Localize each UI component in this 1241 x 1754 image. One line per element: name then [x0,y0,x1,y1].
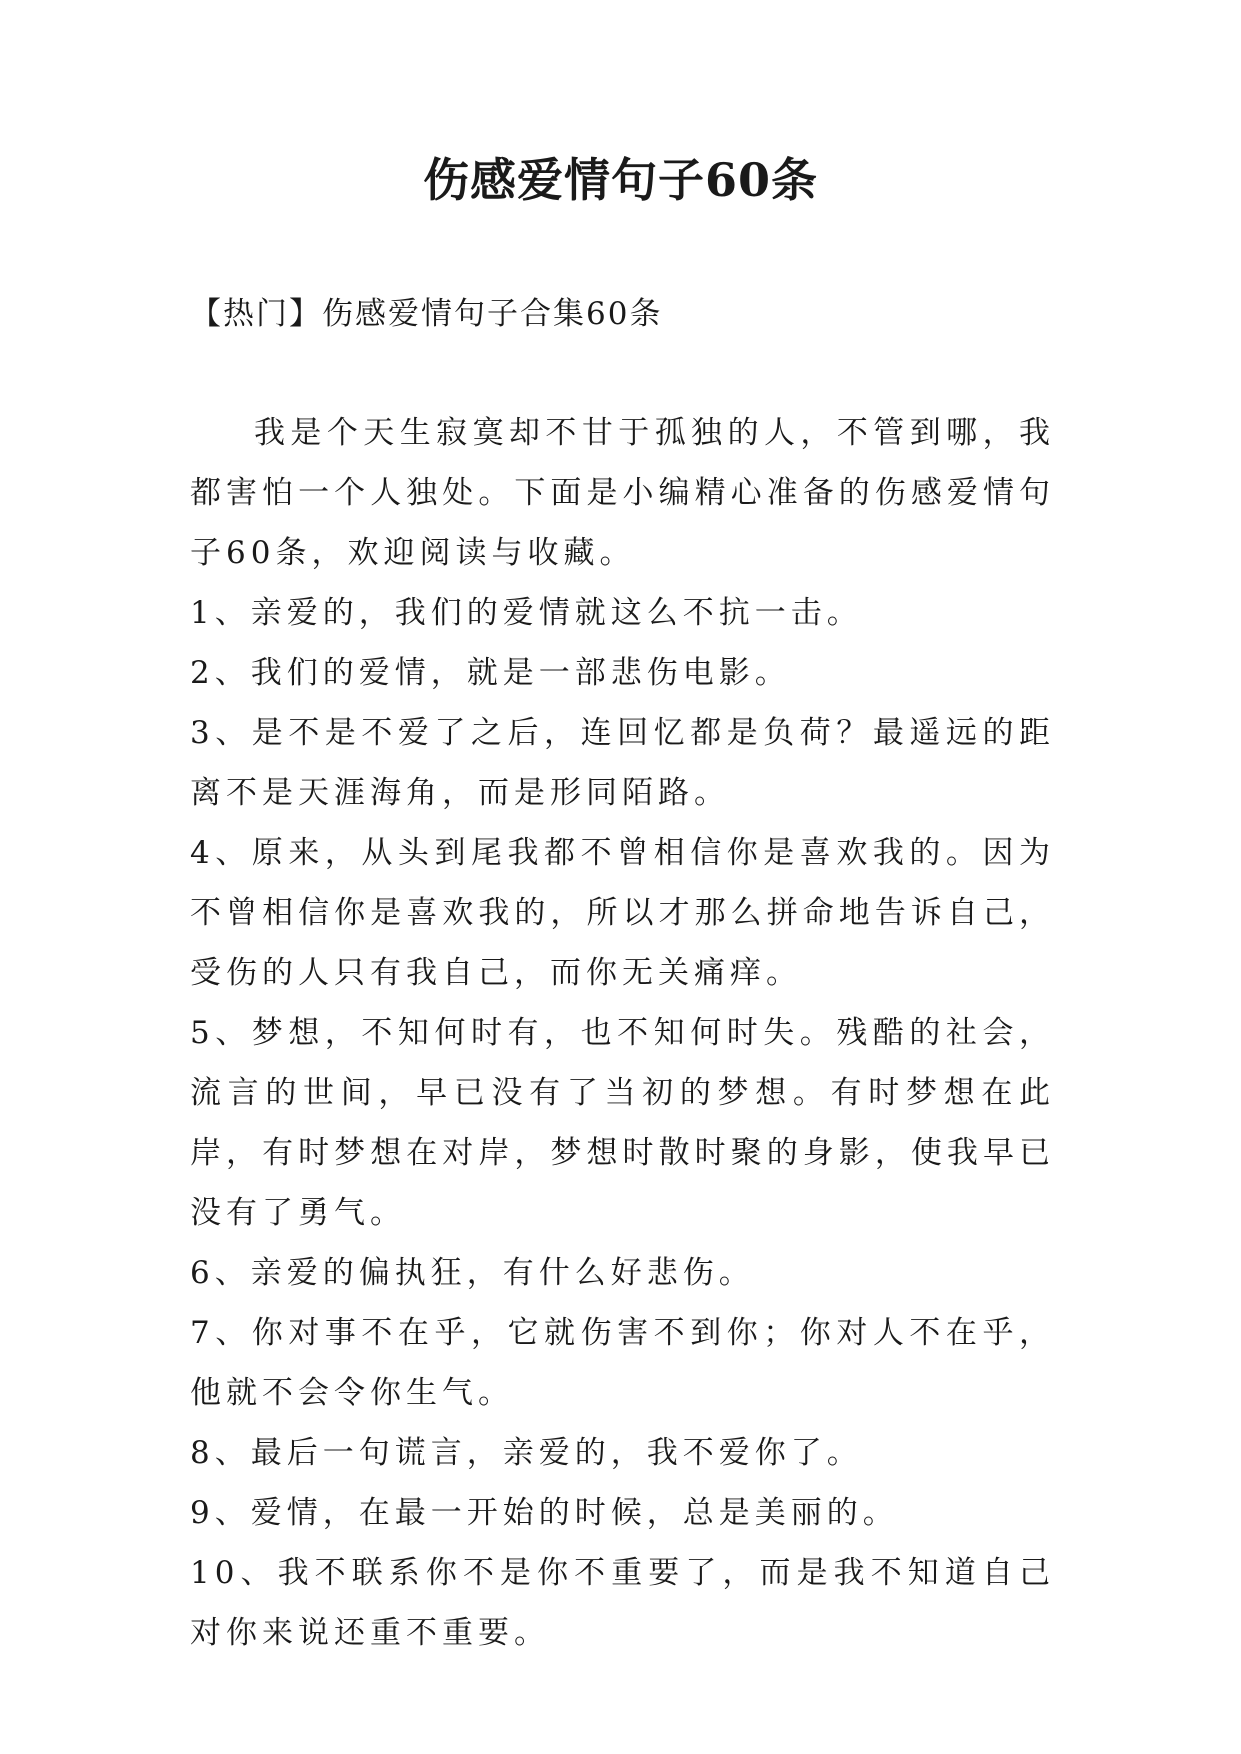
list-item: 7、你对事不在乎，它就伤害不到你；你对人不在乎，他就不会令你生气。 [190,1315,1055,1411]
list-item: 6、亲爱的偏执狂，有什么好悲伤。 [190,1255,755,1291]
document-subtitle: 【热门】伤感爱情句子合集60条 [190,296,663,332]
intro-paragraph: 我是个天生寂寞却不甘于孤独的人，不管到哪，我都害怕一个人独处。下面是小编精心准备的伤感爱情句子60条，欢迎阅读与收藏。 [190,415,1055,571]
list-item: 10、我不联系你不是你不重要了，而是我不知道自己对你来说还重不重要。 [190,1555,1055,1651]
list-item: 5、梦想，不知何时有，也不知何时失。残酷的社会，流言的世间，早已没有了当初的梦想。有时梦想在此岸，有时梦想在对岸，梦想时散时聚的身影，使我早已没有了勇气。 [190,1015,1055,1231]
document-title: 伤感爱情句子60条 [422,153,818,207]
list-item: 2、我们的爱情，就是一部悲伤电影。 [190,655,791,691]
list-item: 3、是不是不爱了之后，连回忆都是负荷？最遥远的距离不是天涯海角，而是形同陌路。 [190,715,1055,811]
list-item: 4、原来，从头到尾我都不曾相信你是喜欢我的。因为不曾相信你是喜欢我的，所以才那么拼命地告诉自己，受伤的人只有我自己，而你无关痛痒。 [190,835,1055,991]
list-item: 1、亲爱的，我们的爱情就这么不抗一击。 [190,595,863,631]
document-body [190,403,1055,1663]
list-item: 9、爱情，在最一开始的时候，总是美丽的。 [190,1495,899,1531]
list-item: 8、最后一句谎言，亲爱的，我不爱你了。 [190,1435,863,1471]
